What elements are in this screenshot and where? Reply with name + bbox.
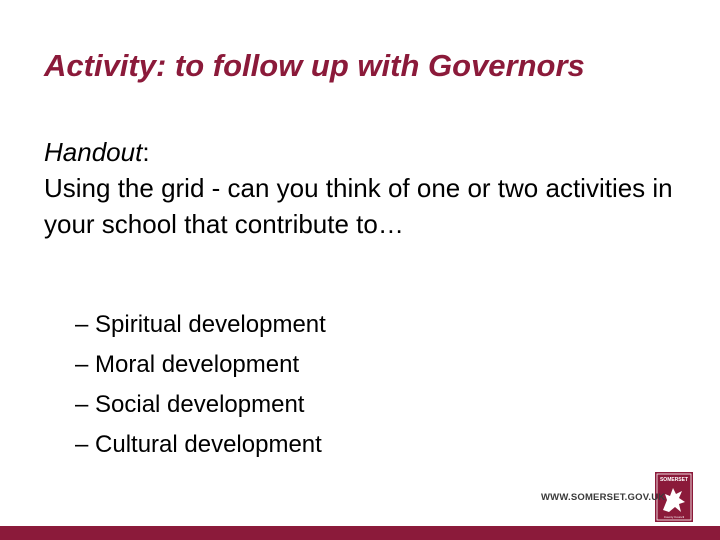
list-item-spiritual: – Spiritual development xyxy=(75,311,326,338)
handout-label: Handout xyxy=(44,137,143,167)
list-item-social: – Social development xyxy=(75,391,305,418)
handout-colon: : xyxy=(142,137,150,167)
development-list xyxy=(75,305,326,465)
logo-subtext: County Council xyxy=(663,515,685,519)
logo-text: SOMERSET xyxy=(659,477,689,483)
list-item-cultural: – Cultural development xyxy=(75,431,322,458)
website-url: WWW.SOMERSET.GOV.UK xyxy=(541,492,666,503)
slide-title: Activity: to follow up with Governors xyxy=(44,48,585,83)
footer-bar xyxy=(0,526,720,540)
handout-line xyxy=(44,134,694,170)
instruction-text: Using the grid - can you think of one or two activities in your school that contribute to… xyxy=(44,173,673,239)
list-item-moral: – Moral development xyxy=(75,351,300,378)
slide-body xyxy=(44,134,694,242)
